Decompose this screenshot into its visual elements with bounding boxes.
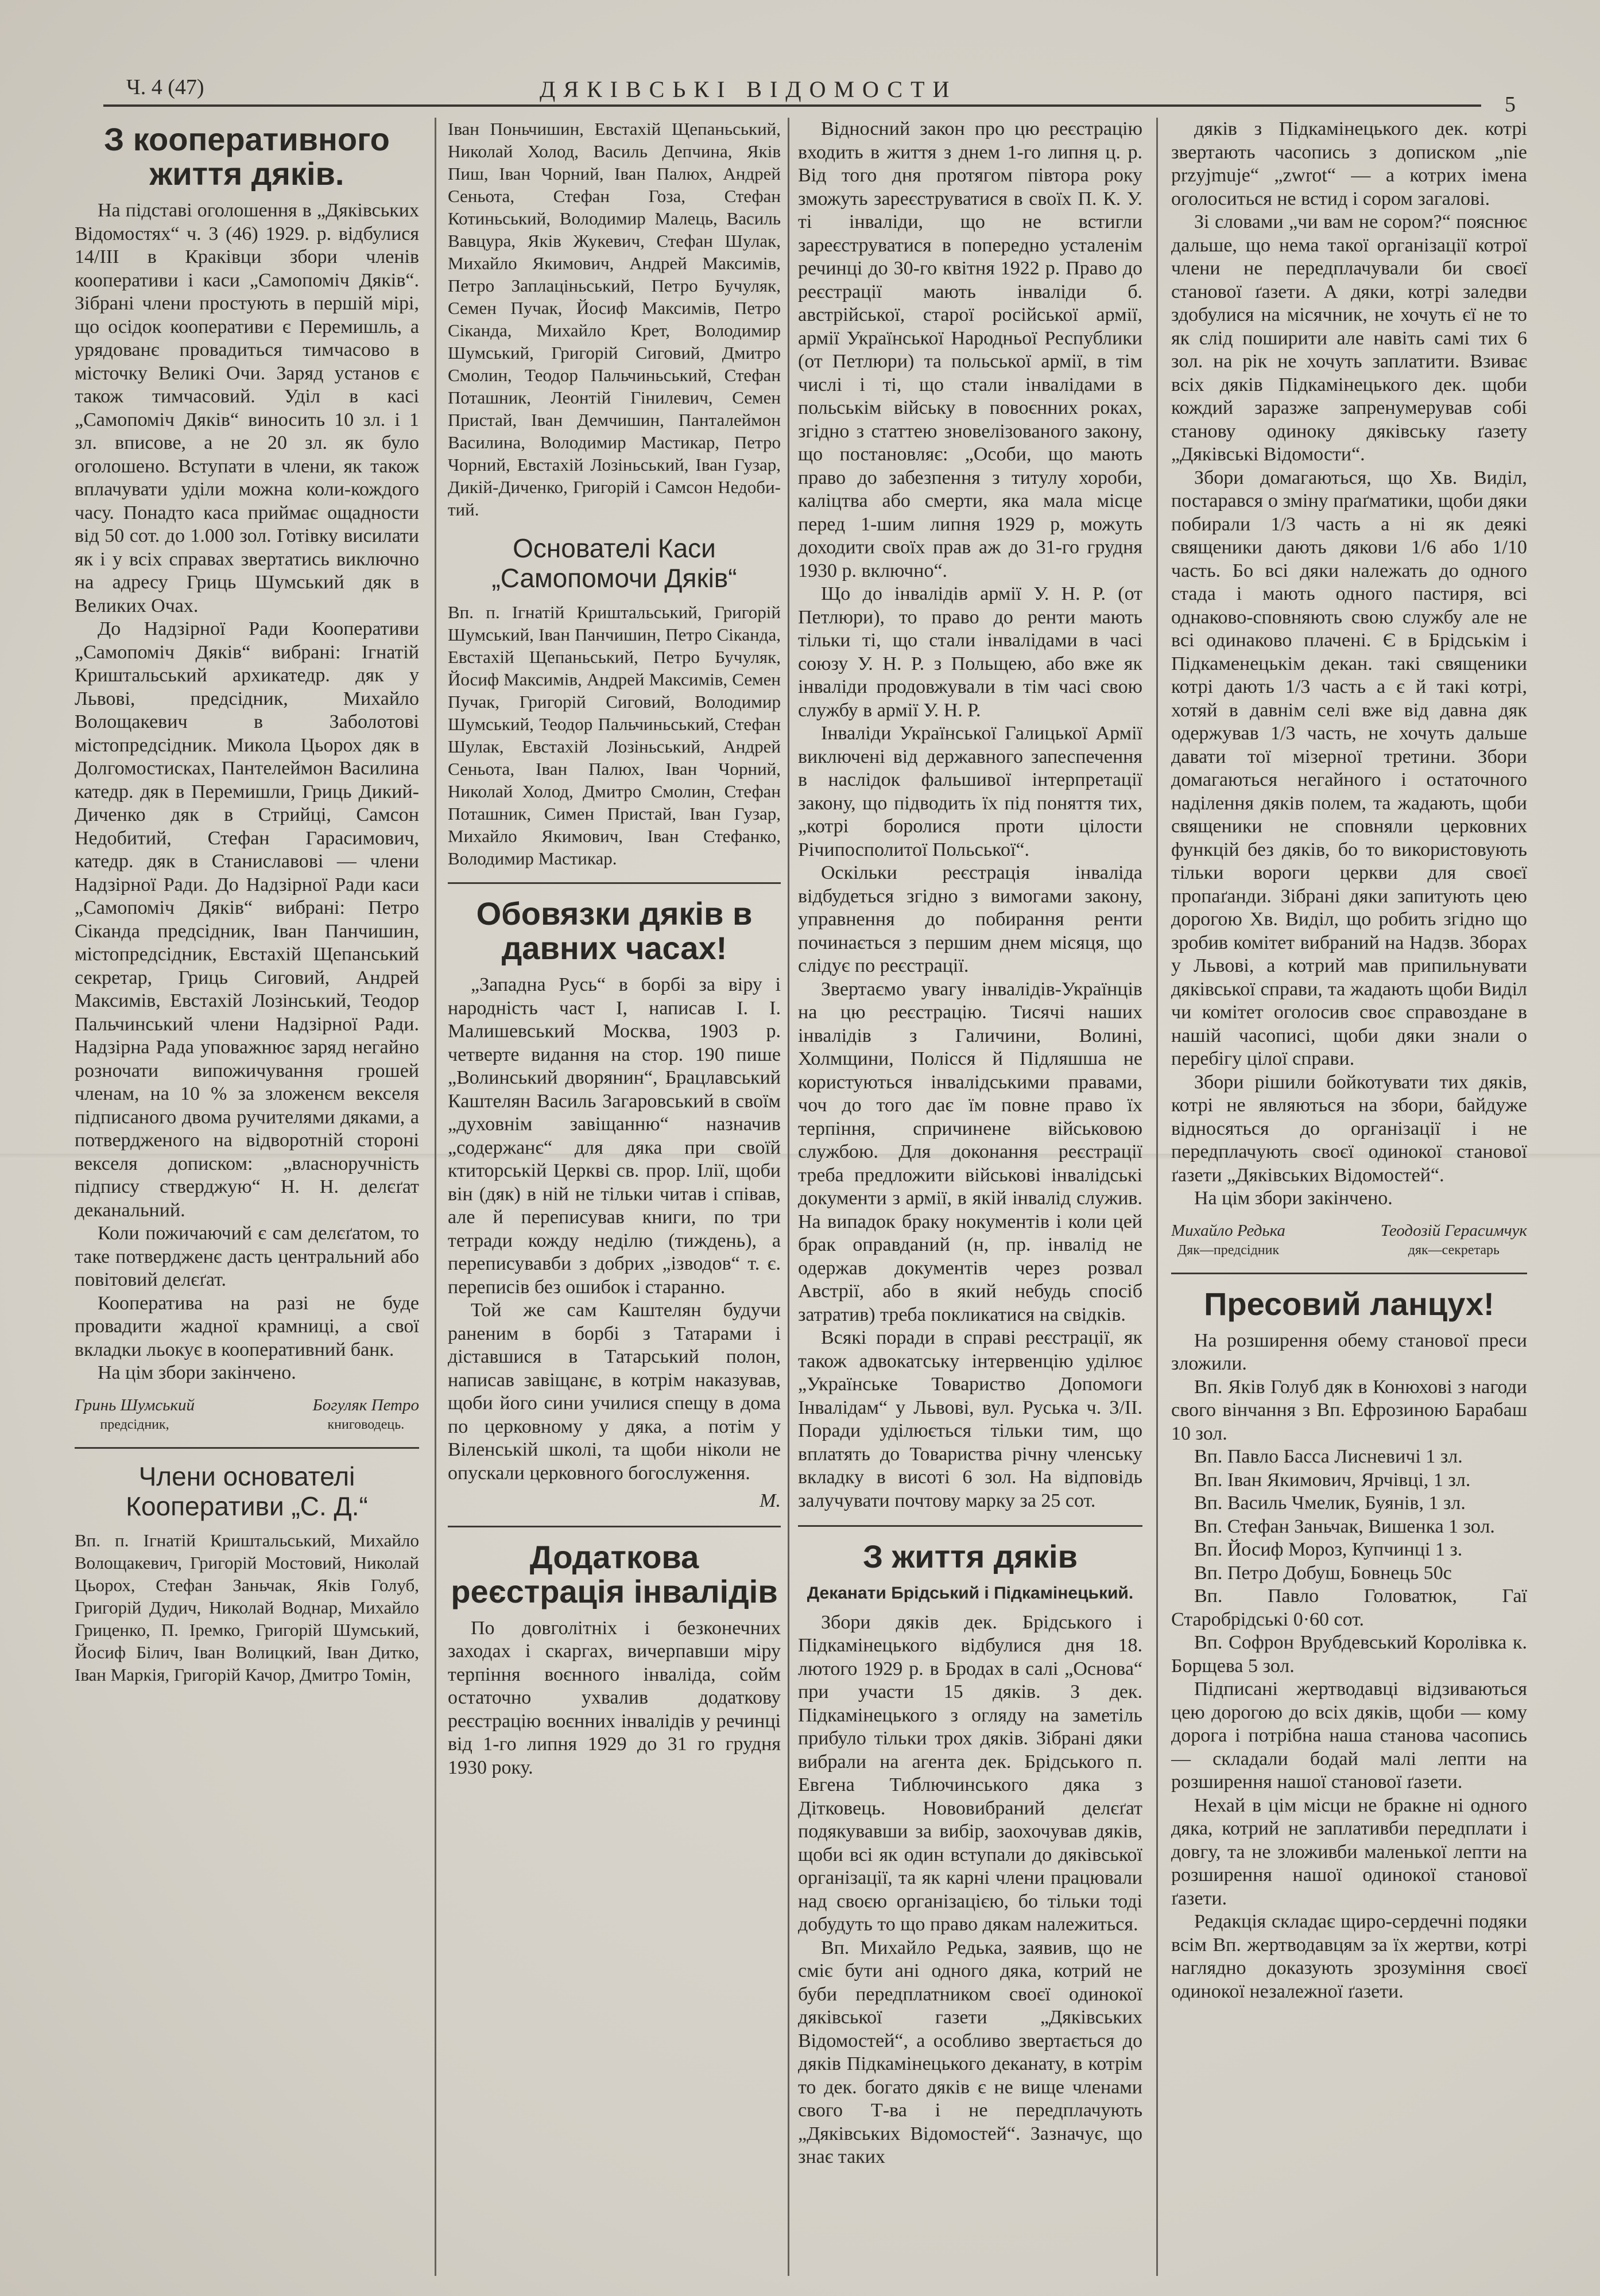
paragraph: Нехай в цім місци не бракне ні одного дяка, котрий не заплативби передплати і довгу, та не зложивби маленької лепти на розширення нашої одинокої станової ґазети. (1171, 1794, 1527, 1909)
signature (75, 1395, 195, 1434)
paragraph: По довголітніх і безконечних заходах і скаргах, вичерпавши міру терпіння воєнного інваліда, сойм остаточно ухвалив додаткову реєстрацію воєнних інвалідів у речинці від 1-го липня 1929 до 31 го грудня 1930 року. (448, 1617, 781, 1778)
paragraph: Збори домагаються, що Хв. Виділ, постарався о зміну праґматики, щоби дяки побирали 1/3 часть а ні як деякі священики дають дякови 1/6 або 1/10 часть. Бо всі дяки належать до одного стада і мають одного пастиря, всі однаково-сповняють свою службу але не всі одинаково плачені. Є в Брідськім і Підкаменецькім декан. такі священики котрі дають 1/3 часть а є й такі котрі, хотяй в давнім селі вже від давна дяк одержував 1/3 часть, не хочуть дальше давати тої мізерної третини. Збори домагаються негайного і остаточного наділення дяків полем, та жадають, щоби священики не сповняли церковних функцій без дяків, бо то використовують тільки вороги церкви для своєї пропаґанди. Зібрані дяки запитують цею дорогою Хв. Виділ, що робить згідно що зробив комітет вибраний на Надзв. Зборах у Львові, а котрий мав припильнувати дяківської справи, та жадають щоби Виділ чи комітет оголосив своє справоздане в нашій часописі, щоби дяки знали о перебігу цілої справи. (1171, 467, 1527, 1069)
paragraph: „Западна Русь“ в борбі за віру і народність част I, написав І. І. Малишевський Москва, 1903 р. четверте видання на стор. 190 пише „Волинський дворянин“, Брацлавський Каштелян Василь Загаровський в своїм „духовнім завіщанню“ назначив „содержанє“ для дяка при своїй ктиторській Церкві св. прор. Ілії, щоби він (дяк) в ній не тільки читав і співав, але й переписував книги, по три тетради кожду неділю (тиждень), а переписувавби з добрих „ізводов“ т. є. переписів без ошибок і старанно. (448, 974, 781, 1298)
paragraph: Відносний закон про цю реєстрацію входить в життя з днем 1-го липня ц. р. Від того дня протягом півтора року зможуть зареєструватися в своїх П. К. У. ті інваліди, що не встигли зареєструватися в попередно усталенім речинці до 30-го квітня 1922 р. Право до реєстрації мають інваліди б. австрійської, старої російської армії, армії Української Народньої Республики (от Петлюри) та польської армії, в тім числі і ті, що стали інвалідами в польськім війську в повоєнних роках, згідно з статтею зновелізованого закону, що постановляє: „Особи, що мають право до забезпення з титулу хороби, каліцтва або смерти, яка мала місце перед 1-шим липня 1929 р, можуть доходити своїх прав аж до 31-го грудня 1930 р. включно“. (798, 118, 1142, 581)
signature-role: дяк—секретарь (1408, 1242, 1500, 1258)
names-list: Вп. п. Ігнатій Криштальський, Григорій Шумський, Іван Панчишин, Петро Сіканда, Евстахій Щепаньський, Петро Бучуляк, Йосиф Максимів, Андрей Максимів, Семен Пучак, Григорій Сиговий, Володимир Шумський, Теодор Пальчиньський, Стефан Шулак, Евстахій Лозіньський, Андрей Сеньота, Іван Палюх, Іван Чорний, Николай Холод, Дмитро Смолин, Стефан Поташник, Симен Пристай, Іван Гузар, Михайло Якимович, Іван Стефанко, Володимир Мастикар. (448, 602, 781, 868)
section-rule (798, 1525, 1142, 1527)
signature (313, 1395, 419, 1434)
paragraph: дяків з Підкамінецького дек. котрі звертають часопись з дописком „nie przyjmuje“ „zwrot“ — а котрих імена оголоситься не встид і сором загалові. (1171, 118, 1527, 210)
signatures (75, 1395, 419, 1434)
paragraph: Вп. Михайло Редька, заявив, що не сміє бути ані одного дяка, котрий не буби передплатником своєї одинокої дяківської газети „Дяківських Відомостей“, а особливо звертається до дяків Підкамінецького деканату, в котрім то дек. богато дяків є не вище членами свого Т-ва і не передплачують „Дяківських Відомостей“. Зазначує, що знає таких (798, 1937, 1142, 2167)
newspaper-title: ДЯКІВСЬКІ ВІДОМОСТИ (540, 76, 958, 102)
signature (1381, 1221, 1527, 1260)
signature-role: предсідник, (100, 1417, 169, 1432)
paragraph: Збори рішили бойкотувати тих дяків, котрі не являються на збори, байдуже відносяться до організації і не передплачують своєї одинокої станової ґазети „Дяківських Відомостей“. (1171, 1071, 1527, 1186)
paragraph: Редакція складає щиро-сердечні подяки всім Вп. жертводавцям за їх жертви, котрі наглядно доказують зрозуміння своєї одинокої незалежної ґазети. (1171, 1911, 1527, 2002)
donation-item: Вп. Іван Якимович, Ярчівці, 1 зл. (1194, 1469, 1471, 1491)
article-title: З кооперативного життя дяків. (104, 121, 390, 192)
column-2 (448, 118, 781, 2287)
issue-number: Ч. 4 (47) (126, 75, 204, 99)
section-rule (1171, 1273, 1527, 1274)
donation-item: Вп. Стефан Заньчак, Вишенка 1 зол. (1194, 1515, 1495, 1537)
section-title: Основателі Каси „Самопомочи Дяків“ (491, 533, 737, 593)
paragraph: Той же сам Каштелян будучи раненим в борбі з Татарами і діставшися в Татарський полон, написав завіщанє, в котрім наказував, щоби його сини училися спещу в дома по церковному у дяка, а потім у Віленській школі, та щоби ніколи не опускали церковного богослуження. (448, 1300, 781, 1484)
article-subtitle: Деканати Брідський і Підкамінецький. (807, 1584, 1134, 1603)
paragraph: Зі словами „чи вам не сором?“ пояснює дальше, що нема такої організації котрої члени не передплачували би своєї станової ґазети. А дяки, котрі заледви здобулися на місячник, не хочуть єї не то як слід поширити але навіть самі тих 6 зол. на рік не хочуть заплатити. Взиває всіх дяків Підкамінецького дек. щоби кождий заразже запренумерував собі станову одиноку дяківську ґазету „Дяківські Відомости“. (1171, 211, 1527, 465)
page-header (103, 69, 1516, 117)
section-rule (448, 882, 781, 884)
paragraph: Оскільки реєстрація інваліда відбудеться згідно з вимогами закону, управнення до побирання ренти починається з першим днем місяця, що слідує по реєстрації. (798, 862, 1142, 976)
signature-name: Богуляк Петро (312, 1395, 419, 1414)
donation-item: Вп. Павло Басса Лисневичі 1 зл. (1194, 1446, 1463, 1467)
names-list: Вп. п. Ігнатій Криштальський, Михайло Волощакевич, Григорій Мостовий, Николай Цьорох, Стефан Заньчак, Яків Голуб, Григорій Дудич, Николай Воднар, Михайло Гриценко, П. Іремко, Григорій Шумський, Йосиф Білич, Іван Волицкий, Іван Дитко, Іван Маркія, Григорій Качор, Дмитро Томін, (75, 1530, 419, 1685)
paragraph: На цім збори закінчено. (98, 1362, 296, 1383)
donation-item: Вп. Йосиф Мороз, Купчинці 1 з. (1194, 1539, 1463, 1560)
paragraph: Інваліди Української Галицької Армії виключені від державного запеспечення в наслідок фальшивої інтерпретації закону, що підводить їх під поняття тих, „котрі боролися проти цілости Річипосполитої Польської“. (798, 723, 1142, 860)
page-number: 5 (1505, 92, 1516, 117)
paragraph: До Надзірної Ради Кооперативи „Самопоміч Дяків“ вибрані: Ігнатій Криштальський архикатедр. дяк у Львові, предсідник, Михайло Волощакевич в Заболотові містопредсідник. Микола Цьорох дяк в Долгомостисках, Пантелеймон Василина катедр. дяк в Перемишли, Гриць Дикий-Диченко дяк в Стрийці, Самсон Недобитий, Стефан Гарасимович, катедр. дяк в Станиславові — члени Надзірної Ради. До Надзірної Ради каси „Самопоміч Дяків“ вибрані: Петро Сіканда предсідник, Іван Панчишин, містопредсідник, Евстахій Щепанський секретар, Гриць Сиговий, Андрей Максимів, Евстахій Лозінський, Теодор Пальчинський члени Надзірної Ради. Надзірна Рада уповажнює заряд негайно розночати випожичування грошей членам, на 10 % за зложенєм векселя підписаного двома ручителями дяками, а потвердженого на відворотній стороні векселя дописком: „власноручність підпису стверджую“ Н. Н. делєґат деканальний. (75, 618, 419, 1221)
paragraph: Збори дяків дек. Брідського і Підкамінецького відбулися дня 18. лютого 1929 р. в Бродах в салі „Основа“ при участи 15 дяків. З дек. Підкамінецького з огляду на заметіль прибуло тільки трох дяків. Зібрані дяки вибрали на агента дек. Брідського п. Евгена Тиблючинського дяка з Дітковець. Нововибраний делєґат подякувавши за вибір, заохочував дяків, щоби всі як один вступали до дяківської організації, та як карні члени працювали над своєю організацією, бо тільки тоді добудуть то що право дякам належиться. (798, 1611, 1142, 1935)
donation-item: Вп. Петро Добуш, Бовнець 50с (1194, 1562, 1452, 1584)
column-divider (1156, 118, 1158, 2276)
names-list: Іван Поньчишин, Евстахій Щепаньський, Николай Холод, Василь Депчина, Яків Пиш, Іван Чорний, Іван Палюх, Андрей Сеньота, Стефан Гоза, Стефан Котиньський, Володимир Малець, Василь Вавцура, Яків Жукевич, Стефан Шулак, Михайло Якимович, Андрей Максимів, Петро Заплаціньський, Петро Бучуляк, Семен Пучак, Йосиф Максимів, Петро Сіканда, Михайло Крет, Володимир Шумський, Григорій Сиговий, Дмитро Смолин, Теодор Пальчиньський, Стефан Поташник, Леонтій Гінилевич, Семен Пристай, Іван Демчишин, Панталеймон Василина, Володимир Мастикар, Петро Чорний, Евстахій Лозіньський, Іван Гузар, Дикій-Диченко, Григорій і Самсон Недобитий. (448, 119, 781, 519)
column-4 (1171, 118, 1527, 2287)
paragraph: На цім збори закінчено. (1194, 1188, 1393, 1209)
paragraph: На підставі оголошення в „Дяківських Відомостях“ ч. 3 (46) 1929. р. відбулися 14/III в Краківци збори членів кооперативи і каси „Самопоміч Дяків“. Зібрані члени простують в першій мірі, що осідок кооперативи є Перемишль, а урядованє провадиться тимчасово в місточку Великі Очи. Заряд установ є також тимчасовий. Уділ в касі „Самопоміч Дяків“ виносить 10 зл. і 1 зл. вписове, а не 20 зл. як було оголошено. Вступати в члени, як також вплачувати уділи можна коли-кождого часу. Понадто каса приймає ощадности від 50 сот. до 1.000 зол. Готівку висилати як і у всіх справах звертатись виключно на адресу Гриць Шумський дяк в Великих Очах. (75, 200, 419, 616)
paragraph: Всякі поради в справі реєстрації, як також адвокатську інтервенцію уділює „Українське Товариство Допомоги Інвалідам“ у Львові, вул. Руська ч. 3/ІІ. Поради уділюється тільки тим, що вплатять до Товариства річну членську вкладку в висоті 6 зол. На відповідь залучувати почтову марку за 25 сот. (798, 1327, 1142, 1511)
author-initial: М. (760, 1490, 781, 1511)
signature-role: книговодець. (327, 1417, 405, 1432)
paragraph: Підписані жертводавці відзиваються цею дорогою до всіх дяків, щоби — кому дорога і потрібна наша станова часопись — складали бодай малі лепти на розширення нашої станової ґазети. (1171, 1678, 1527, 1793)
signature-name: Михайло Редька (1171, 1221, 1285, 1240)
section-title: Члени основателі Кооперативи „С. Д.“ (126, 1461, 368, 1521)
section-rule (75, 1447, 419, 1449)
paragraph: На розширення обему станової преси зложили. (1171, 1329, 1527, 1374)
article-title: З життя дяків (862, 1538, 1078, 1574)
paragraph: Звертаємо увагу інвалідів-Українців на цю реєстрацію. Тисячі наших інвалідів з Галичини, Волині, Холмщини, Полісся й Підляшша не користуються інвалідськими правами, чоч до того дає їм повне право їх терпіння, спричинене військовою службою. Для доконання реєстрації треба предложити військові інвалідські документи з армії, в якій інвалід служив. На випадок браку нокументів і коли цей брак оправданий (н, пр. інвалід не одержав документів через розвал Австрії, або в який небудь спосіб затратив) треба покликатися на свідків. (798, 978, 1142, 1325)
article-title: Пресовий ланцух! (1204, 1285, 1494, 1322)
signatures (1171, 1221, 1527, 1260)
signature-role: Дяк—предсідник (1177, 1242, 1280, 1258)
paragraph: Коли пожичаючий є сам делєґатом, то таке потвердженє дасть центральний або повітовий делєґат. (75, 1223, 419, 1290)
column-divider (788, 118, 789, 2276)
column-1 (75, 118, 419, 2287)
article-title: Додаткова реєстрація інвалідів (451, 1538, 778, 1609)
donation-item: Вп. Василь Чмелик, Буянів, 1 зл. (1194, 1492, 1466, 1514)
paragraph: Кооператива на разі не буде провадити жадної крамниці, а свої вкладки льокує в кооперативний банк. (75, 1292, 419, 1360)
paragraph: Що до інвалідів армії У. Н. Р. (от Петлюри), то право до ренти мають тільки ті, що стали інвалідами в часі союзу У. Н. Р. з Польщею, або вже як інваліди продовжували в тім часі свою службу в армії У. Н. Р. (798, 583, 1142, 721)
section-rule (448, 1526, 781, 1527)
column-divider (435, 118, 436, 2276)
donation-item: Вп. Софрон Врубдевський Королівка к. Борщева 5 зол. (1171, 1632, 1527, 1677)
donation-item: Вп. Павло Головатюк, Гаї Старобрідські 0·60 сот. (1171, 1585, 1527, 1630)
signature (1171, 1221, 1285, 1260)
donation-item: Вп. Яків Голуб дяк в Конюхові з нагоди свого вінчання з Вп. Ефрозиною Барабаш 10 зол. (1171, 1376, 1527, 1444)
article-title: Обовязки дяків в давних часах! (476, 895, 753, 966)
column-3 (798, 118, 1142, 2287)
signature-name: Теодозій Герасимчук (1380, 1221, 1527, 1240)
header-rule (103, 104, 1481, 107)
signature-name: Гринь Шумський (75, 1395, 195, 1414)
